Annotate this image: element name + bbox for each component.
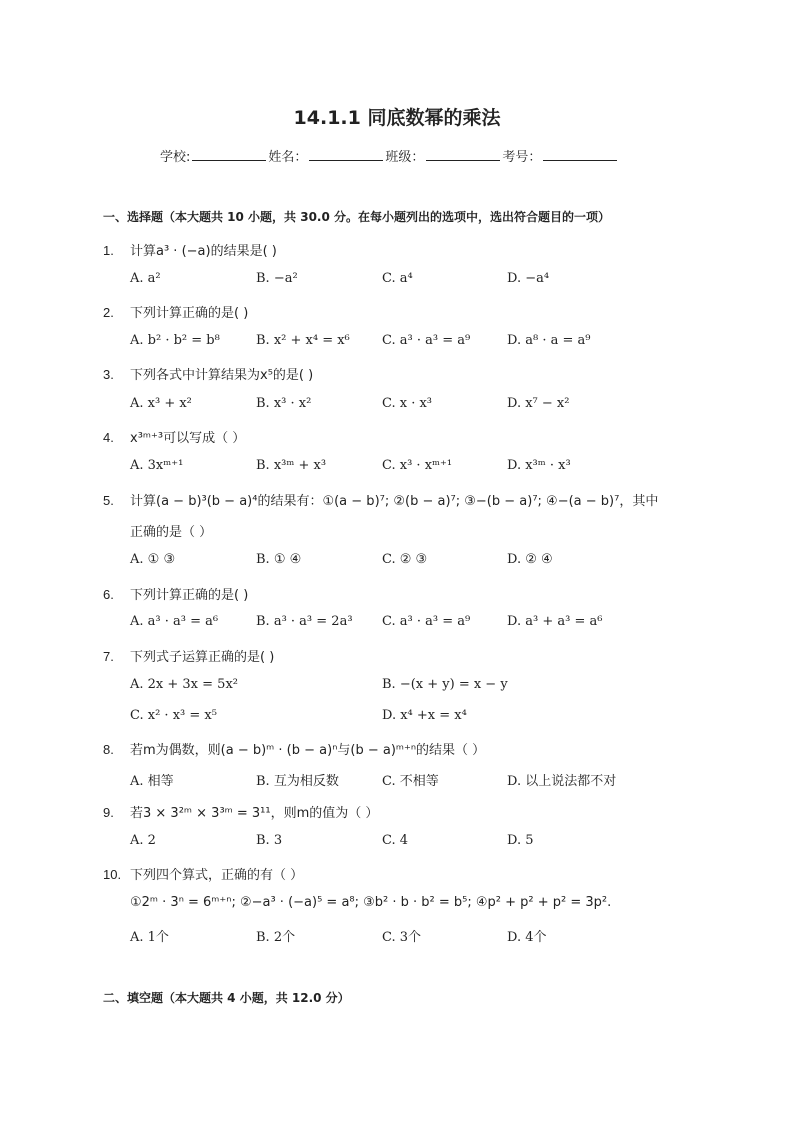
exam-no-label: 考号：	[502, 150, 542, 165]
question-number: 3.	[103, 367, 114, 382]
question-number: 10.	[103, 867, 122, 882]
option-b[interactable]: B. x³ · x²	[256, 396, 312, 411]
class-blank[interactable]	[426, 148, 500, 161]
option-c[interactable]: C. 3个	[382, 930, 422, 945]
option-c[interactable]: C. ② ③	[382, 552, 428, 567]
option-c[interactable]: C. x · x³	[382, 396, 433, 411]
question-stem: 下列四个算式，正确的有（ ）	[130, 868, 304, 883]
class-label: 班级：	[385, 150, 425, 165]
question-stem: 下列计算正确的是( )	[130, 588, 249, 603]
question-6	[103, 584, 248, 603]
question-number: 5.	[103, 493, 114, 508]
school-label: 学校:	[160, 150, 191, 165]
option-b[interactable]: B. −a²	[256, 271, 298, 286]
question-number: 1.	[103, 243, 114, 258]
question-number: 9.	[103, 805, 114, 820]
option-b[interactable]: B. a³ · a³ = 2a³	[256, 614, 353, 629]
option-b[interactable]: B. x² + x⁴ = x⁶	[256, 333, 350, 348]
option-c[interactable]: C. 不相等	[382, 774, 439, 789]
question-stem: 下列各式中计算结果为x⁵的是( )	[130, 368, 314, 383]
section-heading-fill-in: 二、填空题（本大题共 4 小题，共 12.0 分）	[103, 991, 350, 1005]
name-label: 姓名：	[268, 150, 308, 165]
question-stem: x³ᵐ⁺³可以写成（ ）	[130, 431, 246, 446]
question-7	[103, 646, 274, 665]
page-title: 14.1.1 同底数幂的乘法	[293, 107, 501, 129]
option-b[interactable]: B. x³ᵐ + x³	[256, 458, 327, 473]
option-a[interactable]: A. 1个	[130, 930, 169, 945]
option-d[interactable]: D. 4个	[507, 930, 547, 945]
option-c[interactable]: C. 4	[382, 833, 409, 848]
option-d[interactable]: D. x⁷ − x²	[507, 396, 570, 411]
name-blank[interactable]	[309, 148, 383, 161]
option-a[interactable]: A. b² · b² = b⁸	[130, 333, 220, 348]
question-stem: 若m为偶数，则(a − b)ᵐ · (b − a)ⁿ与(b − a)ᵐ⁺ⁿ的结果（ ）	[130, 743, 486, 758]
option-d[interactable]: D. x³ᵐ · x³	[507, 458, 571, 473]
question-number: 7.	[103, 649, 114, 664]
option-b[interactable]: B. 3	[256, 833, 283, 848]
option-d[interactable]: D. 5	[507, 833, 534, 848]
question-stem: 计算a³ · (−a)的结果是( )	[130, 244, 277, 259]
question-10-statements: ①2ᵐ · 3ⁿ = 6ᵐ⁺ⁿ; ②−a³ · (−a)⁵ = a⁸; ③b² · b · b² = b⁵; ④p² + p² + p² = 3p².	[130, 895, 612, 910]
question-stem: 计算(a − b)³(b − a)⁴的结果有：①(a − b)⁷; ②(b − a)⁷; ③−(b − a)⁷; ④−(a − b)⁷，其中	[130, 494, 659, 509]
question-1	[103, 240, 277, 259]
option-d[interactable]: D. a³ + a³ = a⁶	[507, 614, 603, 629]
question-8	[103, 739, 485, 758]
question-2	[103, 302, 248, 321]
section-heading-choice: 一、选择题（本大题共 10 小题，共 30.0 分。在每小题列出的选项中，选出符合题目的一项）	[103, 210, 611, 224]
option-b[interactable]: B. ① ④	[256, 552, 302, 567]
option-b[interactable]: B. 互为相反数	[256, 774, 339, 789]
option-d[interactable]: D. 以上说法都不对	[507, 774, 617, 789]
student-info-line	[160, 146, 619, 165]
question-stem: 若3 × 3²ᵐ × 3³ᵐ = 3¹¹，则m的值为（ ）	[130, 806, 379, 821]
option-c[interactable]: C. x² · x³ = x⁵	[130, 708, 217, 723]
option-d[interactable]: D. ② ④	[507, 552, 553, 567]
school-blank[interactable]	[192, 148, 266, 161]
option-d[interactable]: D. −a⁴	[507, 271, 550, 286]
option-a[interactable]: A. 2	[130, 833, 156, 848]
question-stem: 下列计算正确的是( )	[130, 306, 249, 321]
option-a[interactable]: A. 相等	[130, 774, 174, 789]
option-b[interactable]: B. −(x + y) = x − y	[382, 677, 508, 692]
option-a[interactable]: A. ① ③	[130, 552, 176, 567]
question-9	[103, 802, 378, 821]
option-d[interactable]: D. x⁴ +x = x⁴	[382, 708, 467, 723]
option-a[interactable]: A. a³ · a³ = a⁶	[130, 614, 219, 629]
question-5	[103, 490, 658, 509]
option-a[interactable]: A. x³ + x²	[130, 396, 192, 411]
option-c[interactable]: C. a³ · a³ = a⁹	[382, 333, 471, 348]
option-c[interactable]: C. a³ · a³ = a⁹	[382, 614, 471, 629]
question-5-stem-continued: 正确的是（ ）	[130, 525, 213, 540]
question-3	[103, 364, 313, 383]
question-number: 8.	[103, 742, 114, 757]
question-number: 2.	[103, 305, 114, 320]
option-a[interactable]: A. 2x + 3x = 5x²	[130, 677, 238, 692]
question-10	[103, 864, 303, 883]
option-a[interactable]: A. 3xᵐ⁺¹	[130, 458, 184, 473]
option-d[interactable]: D. a⁸ · a = a⁹	[507, 333, 591, 348]
question-number: 6.	[103, 587, 114, 602]
question-number: 4.	[103, 430, 114, 445]
option-b[interactable]: B. 2个	[256, 930, 296, 945]
option-a[interactable]: A. a²	[130, 271, 161, 286]
question-4	[103, 427, 245, 446]
option-c[interactable]: C. x³ · xᵐ⁺¹	[382, 458, 453, 473]
question-stem: 下列式子运算正确的是( )	[130, 650, 275, 665]
exam-no-blank[interactable]	[543, 148, 617, 161]
option-c[interactable]: C. a⁴	[382, 271, 413, 286]
